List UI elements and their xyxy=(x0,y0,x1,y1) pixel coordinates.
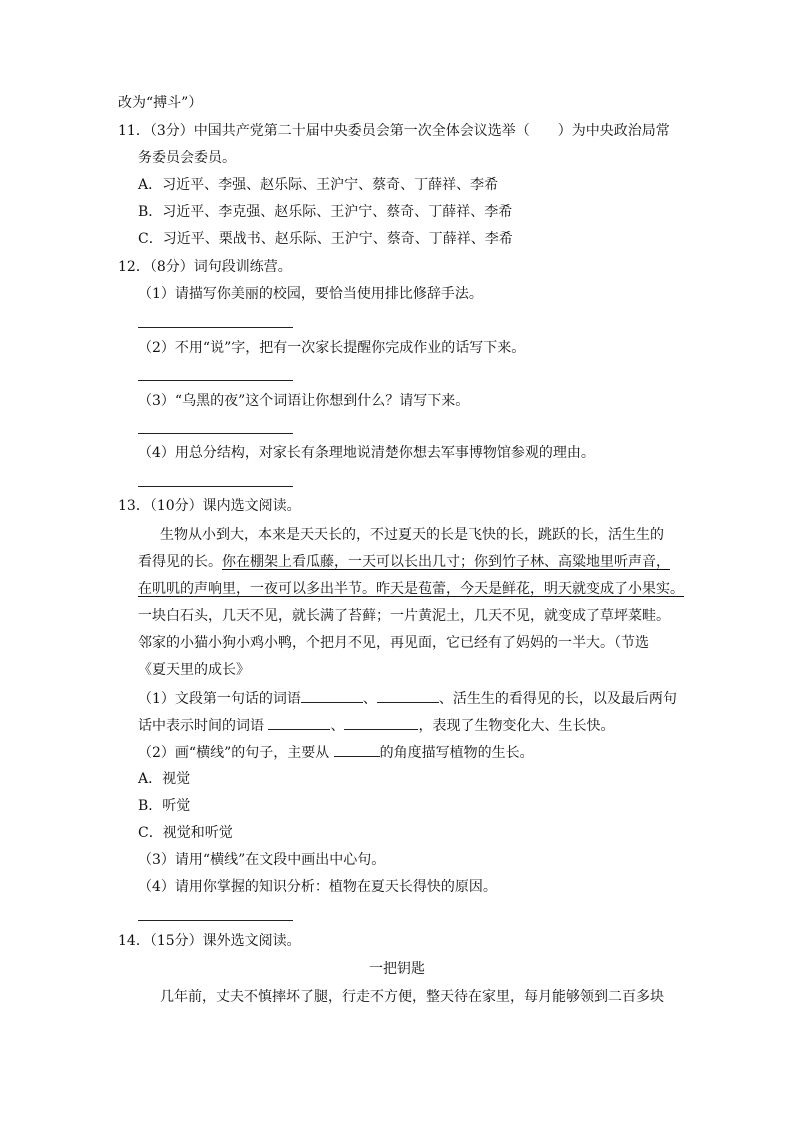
q12-sub2: （2）不用“说”字，把有一次家长提醒你完成作业的话写下来。 xyxy=(138,340,526,356)
q14-passage-title: 一把钥匙 xyxy=(369,961,425,977)
q13-passage-line-5: 邻家的小猫小狗小鸡小鸭，个把月不见，再见面，它已经有了妈妈的一半大。（节选 xyxy=(138,635,649,651)
q13-passage-line-4: 一块白石头，几天不见，就长满了苔藓；一片黄泥土，几天不见，就变成了草坪菜畦。 xyxy=(138,608,670,624)
fill-blank[interactable] xyxy=(268,715,330,730)
prev-answer-tail: 改为“搏斗”） xyxy=(118,95,203,111)
q13-passage-source: 《夏天里的成长》 xyxy=(138,662,250,678)
fill-blank[interactable] xyxy=(344,715,418,730)
fill-blank[interactable] xyxy=(334,742,380,757)
q11-option-b: B．习近平、李克强、赵乐际、王沪宁、蔡奇、丁薛祥、李希 xyxy=(138,204,513,220)
q13-passage-line-3 xyxy=(138,579,684,599)
q12-answer-line-3 xyxy=(138,433,293,434)
q11-stem: 11．（3分）中国共产党第二十届中央委员会第一次全体会议选举（ ）为中央政治局常 xyxy=(118,123,670,139)
q12-sub4: （4）用总分结构，对家长有条理地说清楚你想去军事博物馆参观的理由。 xyxy=(138,445,595,461)
q13-sub1: （1）文段第一句话的词语 、 、活生生的看得见的长，以及最后两句 xyxy=(138,688,677,709)
q13-sub2: （2）画“横线”的句子，主要从 的角度描写植物的生长。 xyxy=(138,742,534,763)
q13-passage-text: 看得见的长。 xyxy=(138,554,222,570)
q12-sub1: （1）请描写你美丽的校园，要恰当使用排比修辞手法。 xyxy=(138,286,483,302)
q14-stem: 14．（15分）课外选文阅读。 xyxy=(118,933,301,949)
q13-option-c: C．视觉和听觉 xyxy=(138,825,233,841)
q12-stem: 12．（8分）词句段训练营。 xyxy=(118,259,292,275)
q12-sub3: （3）“乌黑的夜”这个词语让你想到什么？请写下来。 xyxy=(138,393,470,409)
q13-answer-line xyxy=(138,920,293,921)
q12-answer-line-1 xyxy=(138,327,293,328)
q13-passage-line-2 xyxy=(138,552,670,572)
q13-stem: 13．（10分）课内选文阅读。 xyxy=(118,498,301,514)
q12-answer-line-4 xyxy=(138,486,293,487)
q11-stem-cont: 务委员会委员。 xyxy=(138,150,236,166)
q13-sub4: （4）请用你掌握的知识分析：植物在夏天长得快的原因。 xyxy=(138,879,497,895)
fill-blank[interactable] xyxy=(377,688,439,703)
q11-option-c: C．习近平、栗战书、赵乐际、王沪宁、蔡奇、丁薛祥、李希 xyxy=(138,231,513,247)
q13-sub1-cont: 话中表示时间的词语 、 ，表现了生物变化大、生长快。 xyxy=(138,715,614,736)
fill-blank[interactable] xyxy=(301,688,363,703)
q13-underlined-sentence-part-1: 你在棚架上看瓜藤，一天可以长出几寸；你到竹子林、高粱地里听声音， xyxy=(222,554,670,570)
q11-option-a: A．习近平、李强、赵乐际、王沪宁、蔡奇、丁薛祥、李希 xyxy=(138,177,499,193)
q12-answer-line-2 xyxy=(138,380,293,381)
q13-underlined-sentence-part-2: 在叽叽的声响里，一夜可以多出半节。昨天是苞蕾，今天是鲜花，明天就变成了小果实。 xyxy=(138,581,684,597)
q13-option-b: B．听觉 xyxy=(138,798,191,814)
q14-passage-line-1: 几年前，丈夫不慎摔坏了腿，行走不方便，整天待在家里，每月能够领到二百多块 xyxy=(160,989,664,1005)
q13-sub3: （3）请用“横线”在文段中画出中心句。 xyxy=(138,852,386,868)
q13-passage-line-1: 生物从小到大，本来是天天长的，不过夏天的长是飞快的长，跳跃的长，活生生的 xyxy=(160,527,664,543)
q13-option-a: A．视觉 xyxy=(138,771,191,787)
